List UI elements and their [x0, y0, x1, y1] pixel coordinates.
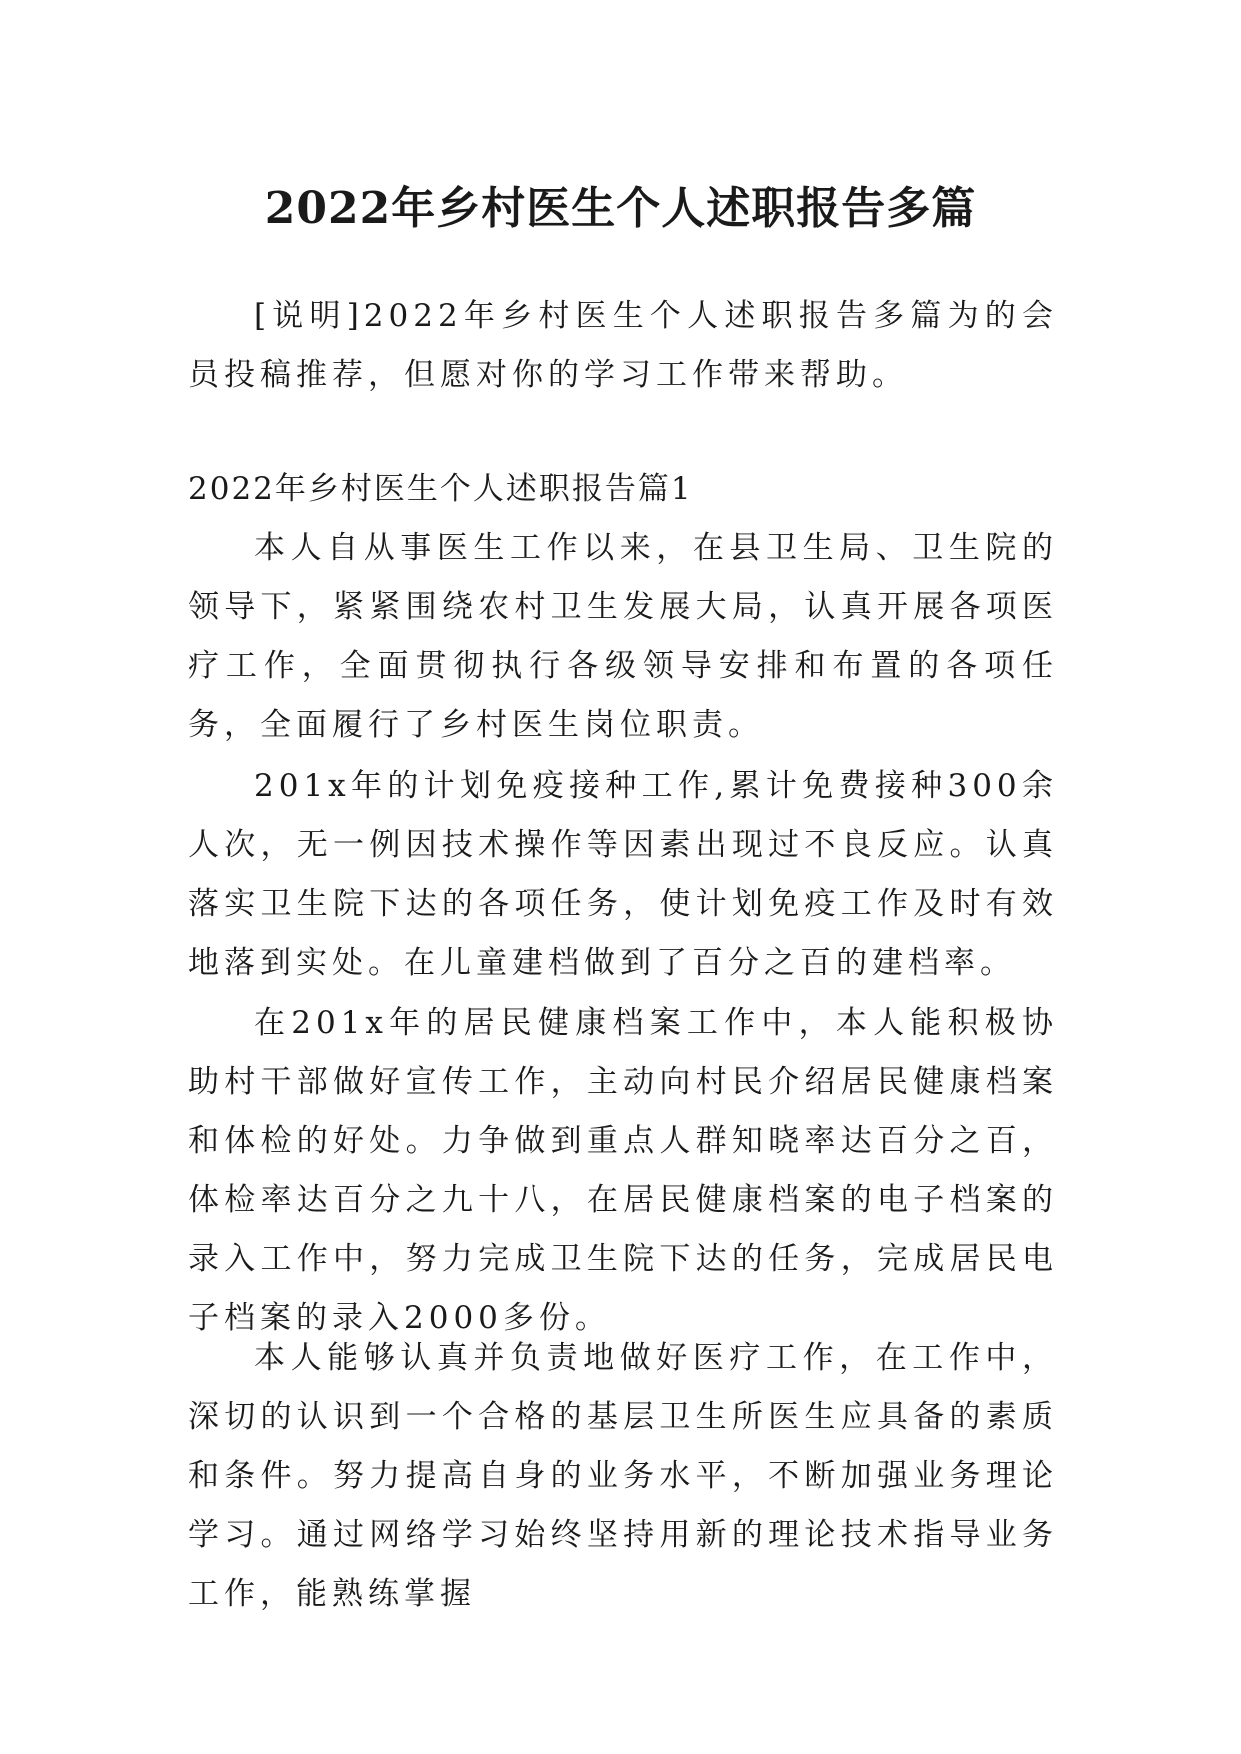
document-title: 2022年乡村医生个人述职报告多篇	[264, 183, 977, 235]
body-paragraph-1: 本人自从事医生工作以来，在县卫生局、卫生院的领导下，紧紧围绕农村卫生发展大局，认真开展各项医疗工作，全面贯彻执行各级领导安排和布置的各项任务，全面履行了乡村医生岗位职责。	[188, 530, 1058, 743]
body-paragraph-2: 201x年的计划免疫接种工作,累计免费接种300余人次，无一例因技术操作等因素出现过不良反应。认真落实卫生院下达的各项任务，使计划免疫工作及时有效地落到实处。在儿童建档做到了百分之百的建档率。	[188, 768, 1058, 981]
body-paragraph-3: 在201x年的居民健康档案工作中，本人能积极协助村干部做好宣传工作，主动向村民介绍居民健康档案和体检的好处。力争做到重点人群知晓率达百分之百，体检率达百分之九十八，在居民健康档案的电子档案的录入工作中，努力完成卫生院下达的任务，完成居民电子档案的录入2000多份。	[188, 1005, 1058, 1336]
section-heading: 2022年乡村医生个人述职报告篇1	[188, 471, 693, 507]
intro-paragraph: [说明]2022年乡村医生个人述职报告多篇为的会员投稿推荐，但愿对你的学习工作带来帮助。	[188, 298, 1058, 393]
body-paragraph-4: 本人能够认真并负责地做好医疗工作，在工作中，深切的认识到一个合格的基层卫生所医生应具备的素质和条件。努力提高自身的业务水平，不断加强业务理论学习。通过网络学习始终坚持用新的理论技术指导业务工作，能熟练掌握	[188, 1340, 1058, 1612]
